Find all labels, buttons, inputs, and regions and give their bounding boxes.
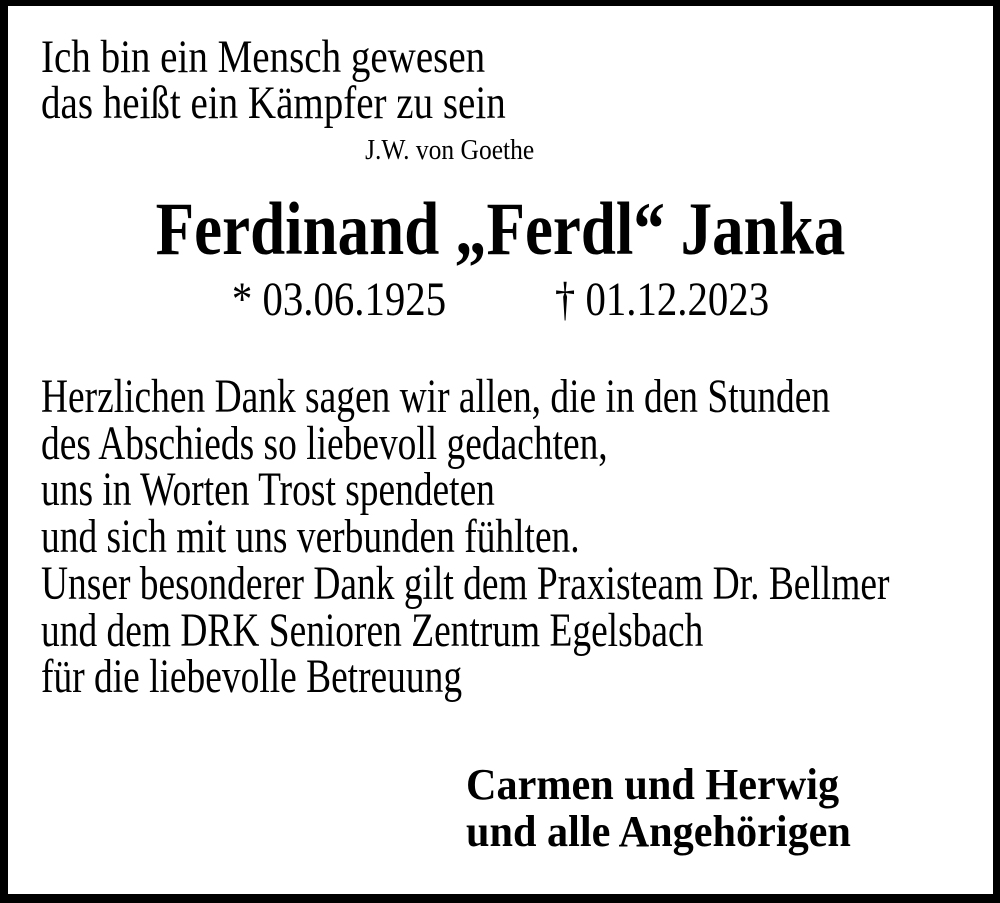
thank-you-line: Unser besonderer Dank gilt dem Praxisteam Dr. Bellmer [41, 556, 890, 610]
thank-you-text [41, 370, 890, 704]
thank-you-line: und dem DRK Senioren Zentrum Egelsbach [41, 603, 704, 657]
epigraph-quote-line: das heißt ein Kämpfer zu sein [41, 76, 506, 129]
death-date-value: 01.12.2023 [585, 273, 770, 326]
thank-you-line: und sich mit uns verbunden fühlten. [41, 510, 580, 564]
birth-date [231, 273, 447, 326]
mourners-signature [466, 761, 851, 855]
death-date [554, 273, 770, 326]
deceased-name-row [8, 188, 993, 271]
birth-date-value: 03.06.1925 [262, 273, 447, 326]
death-dagger-symbol: † [554, 273, 576, 326]
thank-you-line: des Abschieds so liebevoll gedachten, [41, 416, 608, 470]
quote-attribution-text: J.W. von Goethe [364, 134, 534, 166]
thank-you-line: Herzlichen Dank sagen wir allen, die in den Stunden [41, 370, 831, 423]
deceased-name: Ferdinand „Ferdl“ Janka [155, 188, 846, 271]
thank-you-line: für die liebevolle Betreuung [41, 650, 463, 704]
thank-you-line: uns in Worten Trost spendeten [41, 463, 495, 517]
epigraph-quote-line: Ich bin ein Mensch gewesen [41, 31, 486, 83]
epigraph-quote [41, 31, 506, 129]
mourners-signature-line: und alle Angehörigen [466, 807, 851, 856]
quote-attribution [41, 136, 534, 165]
mourners-signature-line: Carmen und Herwig [466, 760, 840, 809]
life-dates-row [8, 273, 993, 326]
birth-symbol: * [231, 273, 253, 326]
